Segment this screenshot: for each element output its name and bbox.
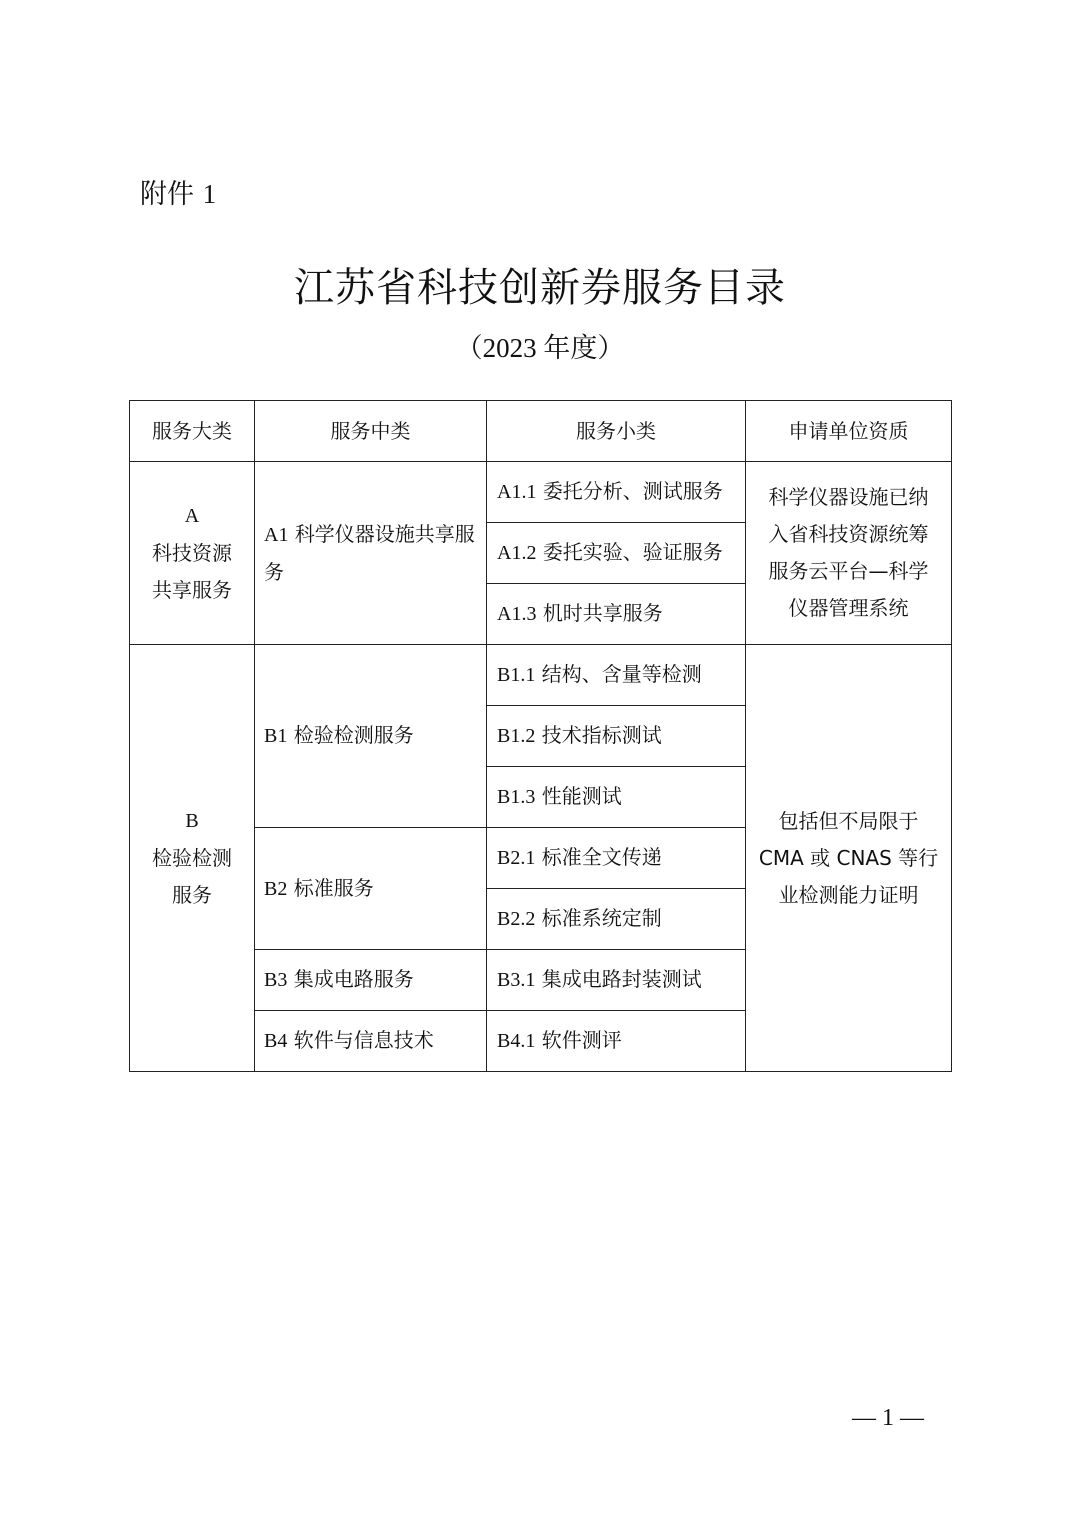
qualification-line: 业检测能力证明	[778, 882, 919, 907]
major-category-a	[130, 462, 255, 645]
sub-name: 委托分析、测试服务	[542, 479, 723, 503]
sub-name: 委托实验、验证服务	[542, 540, 723, 564]
header-mid: 服务中类	[255, 401, 487, 462]
sub-code: A1.1	[497, 481, 537, 503]
qualification-a	[746, 462, 952, 645]
header-major: 服务大类	[130, 401, 255, 462]
qualification-line: 包括但不局限于	[778, 808, 919, 833]
mid-name: 软件与信息技术	[293, 1028, 434, 1052]
attachment-label	[140, 172, 216, 211]
sub-code: B2.2	[497, 908, 536, 930]
mid-category-a1	[255, 462, 487, 645]
sub-code: B2.1	[497, 847, 536, 869]
mid-category-b4	[255, 1011, 487, 1072]
major-category-b	[130, 645, 255, 1072]
mid-name: 标准服务	[293, 875, 374, 900]
sub-code: B4.1	[497, 1030, 536, 1052]
qualification-line: CMA 或 CNAS 等行	[758, 845, 939, 870]
table-header-row	[130, 401, 952, 462]
mid-code: B3	[264, 969, 288, 991]
sub-name: 软件测评	[541, 1028, 622, 1052]
major-name-line: 共享服务	[152, 577, 232, 602]
major-name-line: 服务	[172, 882, 212, 907]
sub-name: 标准系统定制	[541, 906, 662, 930]
qualification-b	[746, 645, 952, 1072]
sub-name: 机时共享服务	[542, 601, 663, 625]
sub-code: B3.1	[497, 969, 536, 991]
sub-name: 性能测试	[541, 784, 622, 808]
sub-category	[487, 889, 746, 950]
attachment-text: 附件	[140, 179, 194, 210]
major-name-line: 科技资源	[152, 540, 232, 565]
document-subtitle: （2023 年度）	[455, 333, 625, 363]
sub-code: B1.1	[497, 664, 536, 686]
mid-name: 集成电路服务	[293, 967, 414, 991]
sub-category	[487, 584, 746, 645]
qualification-line: 科学仪器设施已纳	[768, 485, 929, 509]
sub-category	[487, 950, 746, 1011]
mid-code: B2	[264, 877, 288, 900]
mid-category-b1	[255, 645, 487, 828]
sub-category	[487, 1011, 746, 1072]
sub-name: 结构、含量等检测	[541, 662, 702, 686]
qualification-line: 仪器管理系统	[788, 596, 909, 620]
qualification-line: 服务云平台—科学	[768, 559, 929, 583]
attachment-number: 1	[202, 179, 217, 209]
header-sub: 服务小类	[487, 401, 746, 462]
sub-category	[487, 645, 746, 706]
mid-code: B4	[264, 1030, 288, 1052]
major-name-line: 检验检测	[152, 845, 232, 870]
sub-category	[487, 706, 746, 767]
mid-code: A1	[264, 523, 289, 546]
sub-code: A1.3	[497, 603, 537, 625]
sub-category	[487, 523, 746, 584]
sub-category	[487, 828, 746, 889]
mid-category-b2	[255, 828, 487, 950]
mid-name: 检验检测服务	[293, 723, 414, 747]
sub-name: 技术指标测试	[541, 723, 662, 747]
sub-category	[487, 767, 746, 828]
sub-name: 集成电路封装测试	[541, 967, 702, 991]
mid-code: B1	[264, 725, 288, 747]
major-code: A	[184, 504, 200, 527]
mid-category-b3	[255, 950, 487, 1011]
sub-code: A1.2	[497, 542, 537, 564]
qualification-line: 入省科技资源统筹	[768, 522, 929, 546]
page-number: — 1 —	[852, 1405, 924, 1431]
sub-name: 标准全文传递	[541, 845, 662, 869]
sub-code: B1.2	[497, 725, 536, 747]
document-title: 江苏省科技创新券服务目录	[294, 265, 786, 311]
header-qualification: 申请单位资质	[746, 401, 952, 462]
sub-category	[487, 462, 746, 523]
major-code: B	[185, 809, 199, 832]
sub-code: B1.3	[497, 786, 536, 808]
table-row	[130, 462, 952, 523]
mid-name: 科学仪器设施共享服务	[264, 521, 475, 584]
table-row	[130, 645, 952, 706]
service-catalog-table	[129, 400, 952, 1072]
